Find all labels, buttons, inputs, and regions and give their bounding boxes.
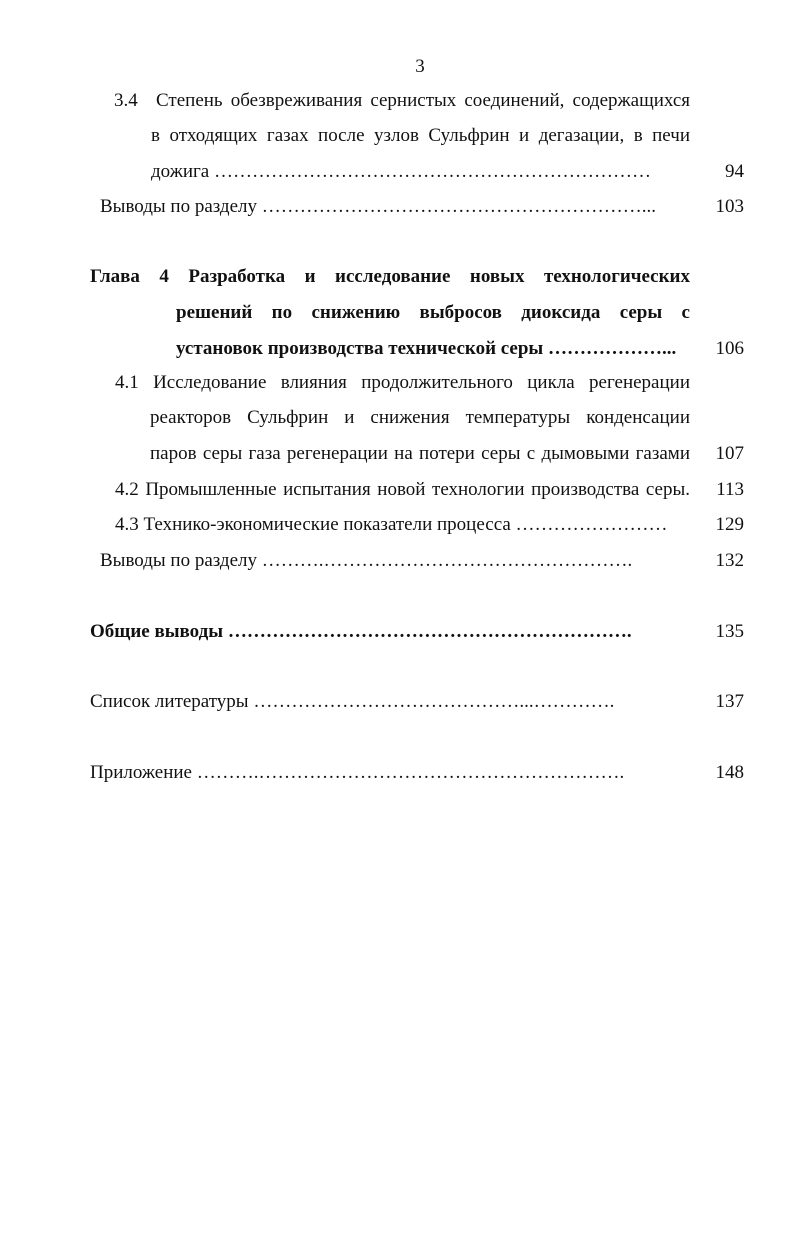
toc-page: 132 (715, 550, 744, 571)
toc-line: решений по снижению выбросов диоксида серы с (176, 302, 690, 323)
toc-line: Список литературы ……………………………………...…………. (90, 691, 615, 712)
toc-page: 103 (715, 196, 744, 217)
toc-line: Степень обезвреживания сернистых соединений, содержащихся (156, 90, 690, 111)
toc-page: 135 (715, 621, 744, 642)
toc-page: 129 (715, 514, 744, 535)
toc-line: 4.2 Промышленные испытания новой технологии производства серы. (115, 479, 690, 500)
toc-line: дожига …………………………………………………………… (151, 161, 651, 182)
toc-line: реакторов Сульфрин и снижения температуры конденсации (150, 407, 690, 428)
page-number: 3 (415, 56, 425, 77)
toc-line: в отходящих газах после узлов Сульфрин и дегазации, в печи (151, 125, 690, 146)
toc-page: 148 (715, 762, 744, 783)
toc-page: 107 (715, 443, 744, 464)
toc-line: Глава 4 Разработка и исследование новых технологических (90, 266, 690, 287)
toc-page: 106 (715, 338, 744, 359)
toc-page: 137 (715, 691, 744, 712)
toc-page: 113 (716, 479, 744, 500)
toc-line: установок производства технической серы ………………... (176, 338, 677, 359)
toc-line: Выводы по разделу ……………………………………………………... (100, 196, 657, 217)
toc-line: Приложение ……….…………………………………………………. (90, 762, 625, 783)
toc-page: 94 (725, 161, 744, 182)
toc-line: Выводы по разделу ……….…………………………………………. (100, 550, 633, 571)
toc-line: 4.1 Исследование влияния продолжительного цикла регенерации (115, 372, 690, 393)
toc-line: Общие выводы ………………………………………………………. (90, 621, 632, 642)
toc-line: паров серы газа регенерации на потери серы с дымовыми газами (150, 443, 690, 464)
toc-line: 4.3 Технико-экономические показатели процесса …………………… (115, 514, 668, 535)
toc-number: 3.4 (114, 90, 138, 111)
